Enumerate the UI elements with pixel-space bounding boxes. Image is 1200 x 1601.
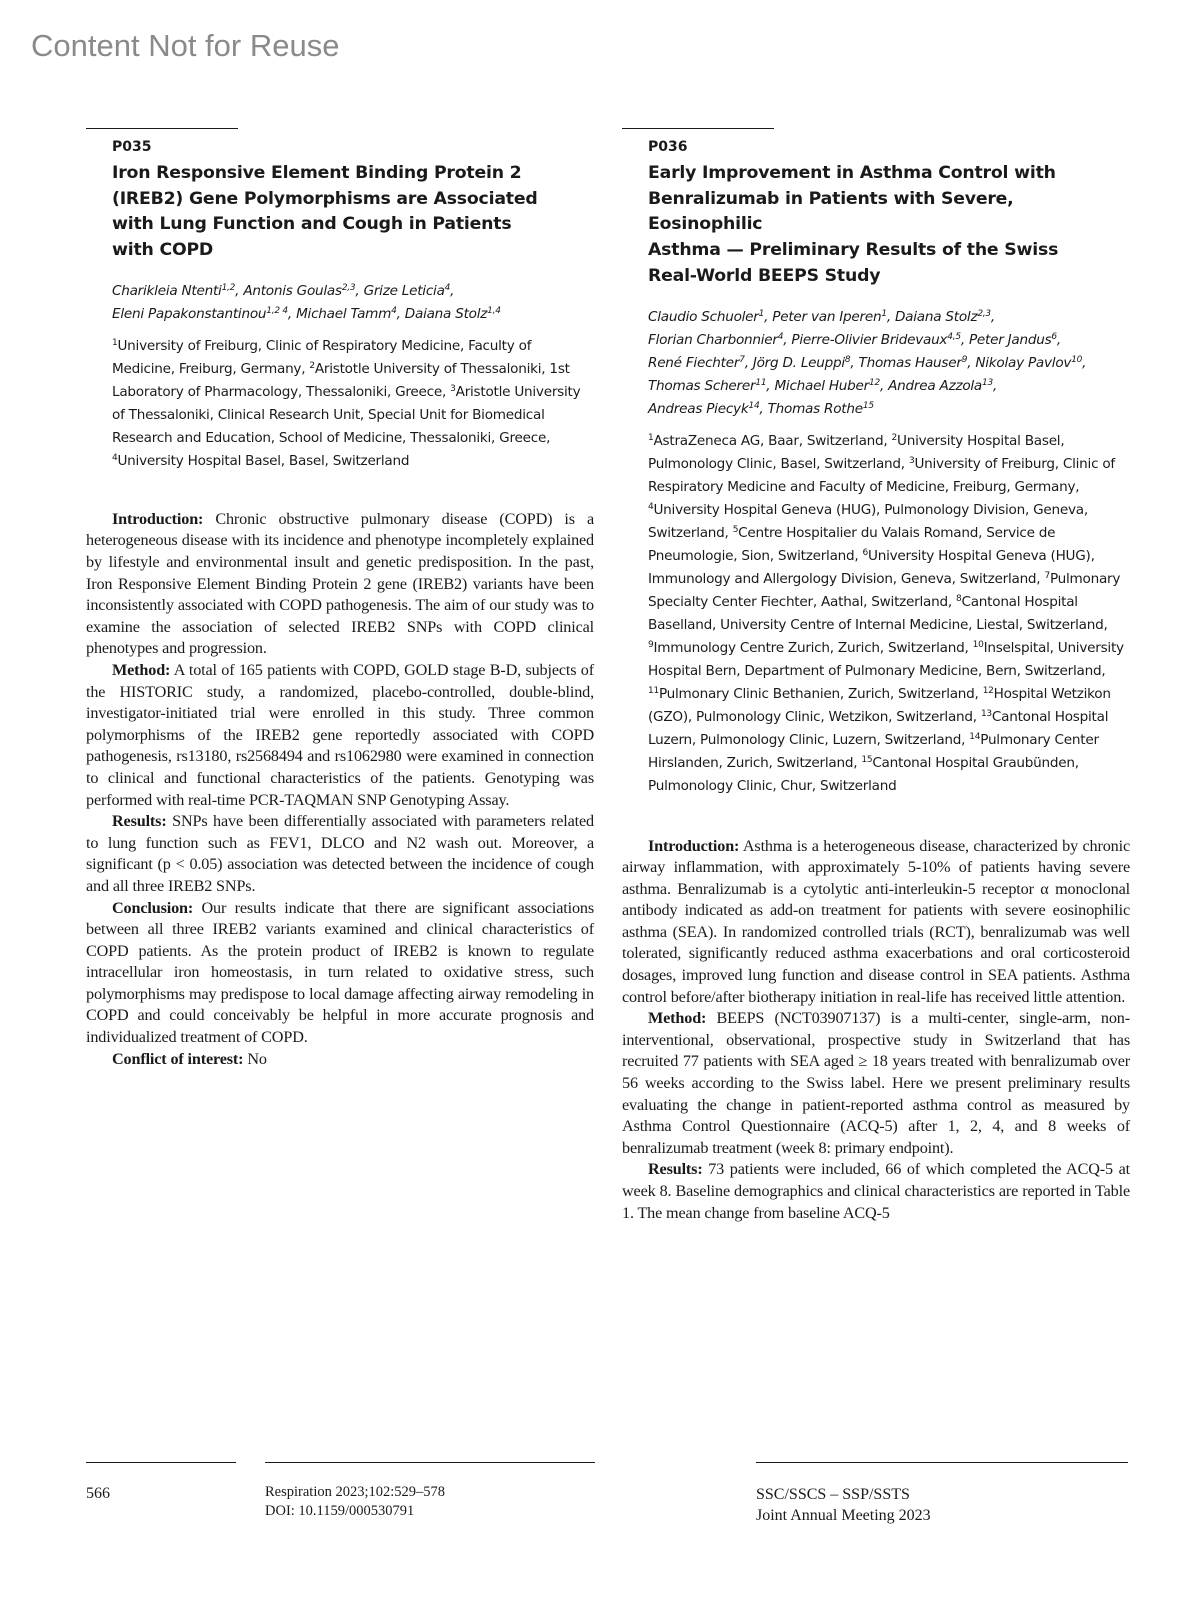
abstract-body — [86, 509, 594, 1070]
section-label: Method: — [112, 660, 171, 679]
affiliation-text: University of Freiburg, Clinic of Respiratory Medicine, Faculty of Medicine, Freiburg, Germany, — [112, 337, 532, 377]
author-affiliation-ref: 4,5 — [947, 331, 961, 342]
affiliation-number: 15 — [861, 754, 873, 765]
section-text: 73 patients were included, 66 of which completed the ACQ-5 at week 8. Baseline demographics and clinical characteristics are reported in Table 1. The mean change from baseline ACQ-5 — [622, 1160, 1130, 1222]
affiliation-text: Centre Hospitalier du Valais Romand, Service de Pneumologie, Sion, Switzerland, — [648, 524, 1056, 564]
author-affiliation-ref: 13 — [982, 377, 993, 388]
page-number: 566 — [86, 1485, 110, 1502]
author-name: Thomas Rothe — [767, 400, 863, 417]
affiliation-number: 10 — [972, 639, 984, 650]
abstract-title — [648, 161, 1130, 290]
section-text: BEEPS (NCT03907137) is a multi-center, single-arm, non-interventional, observational, prospective study in Switzerland that has recruited 77 patients with SEA aged ≥ 18 years treated with benralizumab over 56 weeks according to the Swiss label. Here we present preliminary results evaluating the change in patient-reported asthma control as measured by Asthma Control Questionnaire (ACQ-5) after 1, 2, 4, and 8 weeks of benralizumab treatment (week 8: primary endpoint). — [622, 1009, 1130, 1157]
author-affiliation-ref: 4 — [444, 282, 451, 293]
affiliation-text: University Hospital Basel, Pulmonology Clinic, Basel, Switzerland, — [648, 432, 1065, 472]
abstract-section — [622, 1008, 1130, 1159]
author-affiliation-ref: 1,2 — [221, 282, 236, 293]
footer-rule — [86, 1462, 236, 1463]
section-label: Method: — [648, 1009, 707, 1028]
title-line: Real-World BEEPS Study — [648, 265, 881, 286]
affiliation-text: Pulmonary Center Hirslanden, Zurich, Switzerland, — [648, 731, 1099, 771]
doi-link[interactable]: DOI: 10.1159/000530791 — [265, 1503, 415, 1519]
abstract-section — [86, 1049, 594, 1071]
section-rule — [622, 128, 774, 129]
author-name: Michael Huber — [774, 377, 870, 394]
watermark: Content Not for Reuse — [31, 28, 340, 63]
affiliation-text: University Hospital Geneva (HUG), Pulmonology Division, Geneva, Switzerland, — [648, 501, 1088, 541]
meeting-line: Joint Annual Meeting 2023 — [756, 1507, 931, 1524]
affiliation-text: Immunology Centre Zurich, Zurich, Switzerland, — [653, 639, 973, 656]
title-line: Early Improvement in Asthma Control with — [648, 163, 1056, 183]
author-name: Thomas Hauser — [858, 354, 962, 371]
section-text: No — [243, 1049, 267, 1068]
abstract-section — [86, 660, 594, 811]
title-line: (IREB2) Gene Polymorphisms are Associated — [112, 188, 538, 209]
author-name: Andrea Azzola — [888, 377, 983, 394]
author-affiliation-ref: 1,4 — [487, 305, 501, 316]
author-name: Grize Leticia — [363, 282, 445, 299]
title-line: Benralizumab in Patients with Severe, Eosinophilic — [648, 188, 1014, 235]
affiliation-number: 13 — [980, 708, 992, 719]
author-name: Pierre-Olivier Bridevaux — [791, 331, 948, 348]
author-affiliation-ref: 2,3 — [341, 282, 356, 293]
title-line: Asthma — Preliminary Results of the Swiss — [648, 240, 1059, 261]
meeting-line: SSC/SSCS – SSP/SSTS — [756, 1486, 910, 1503]
author-name: Eleni Papakonstantinou — [112, 305, 267, 322]
meeting-info — [756, 1484, 931, 1526]
author-affiliation-ref: 8 — [844, 354, 851, 365]
affiliation-number: 7 — [1044, 570, 1050, 581]
affiliation-number: 3 — [450, 383, 456, 394]
affiliation-number: 4 — [112, 452, 118, 463]
section-text: Chronic obstructive pulmonary disease (COPD) is a heterogeneous disease with its incidence and phenotype incompletely explained by lifestyle and environmental insult and genetic predisposition. In the past, Iron Responsive Element Binding Protein 2 gene (IREB2) variants have been inconsistently associated with COPD pathogenesis. The aim of our study was to examine the association of selected IREB2 SNPs with COPD clinical phenotypes and progression. — [86, 509, 594, 658]
author-name: Peter van Iperen — [772, 308, 882, 325]
affiliation-text: University of Freiburg, Clinic of Respiratory Medicine and Faculty of Medicine, Freiburg, Germany, — [648, 455, 1115, 495]
affiliation-number: 9 — [648, 639, 654, 650]
affiliation-number: 12 — [982, 685, 994, 696]
author-affiliation-ref: 6 — [1051, 331, 1057, 342]
author-name: Charikleia Ntenti — [112, 282, 222, 299]
author-name: Andreas Piecyk — [648, 400, 749, 417]
title-line: Iron Responsive Element Binding Protein 2 — [112, 163, 522, 183]
author-list: Charikleia Ntenti$^{1,2}$, Antonis Goulas$^{2,3}$, Grize Leticia$^4$, Eleni Papakonstantinou$^{1,2 4}$, Michael Tamm$^4$, Daiana Stolz$^{1,4}$ — [112, 282, 501, 322]
footer-rule — [265, 1462, 595, 1463]
author-affiliation-ref: 14 — [748, 400, 760, 411]
abstract-section — [622, 1159, 1130, 1224]
section-label: Results: — [648, 1160, 703, 1179]
author-affiliation-ref: 4 — [391, 305, 397, 316]
abstract-p036 — [622, 128, 1130, 1224]
affiliation-text: AstraZeneca AG, Baar, Switzerland, — [653, 432, 892, 449]
affiliation-number: 8 — [956, 593, 962, 604]
affiliation-number: 1 — [648, 432, 654, 443]
author-name: Daiana Stolz — [404, 305, 488, 322]
footer-rule — [756, 1462, 1128, 1463]
affiliation-text: Cantonal Hospital Baselland, University Centre of Internal Medicine, Liestal, Switzerland, — [648, 593, 1108, 633]
section-label: Conclusion: — [112, 898, 194, 917]
abstract-body — [622, 836, 1130, 1225]
author-name: Daiana Stolz — [894, 308, 978, 325]
affiliation-text: University Hospital Basel, Basel, Switzerland — [117, 452, 410, 469]
section-text: Our results indicate that there are significant associations between all three IREB2 variants examined and clinical characteristics of COPD patients. As the protein product of IREB2 is known to regulate intracellular iron homeostasis, in turn related to oxidative stress, such polymorphisms may predispose to local damage affecting airway remodeling in COPD and could conceivably be helpful in more accurate prognosis and individualized treatment of COPD. — [86, 898, 594, 1047]
affiliation-text: Hospital Wetzikon (GZO), Pulmonology Clinic, Wetzikon, Switzerland, — [648, 685, 1111, 725]
author-name: Thomas Scherer — [648, 377, 756, 394]
author-affiliation-ref: 2,3 — [977, 308, 991, 319]
section-label: Results: — [112, 812, 167, 831]
abstract-section — [86, 509, 594, 660]
author-name: Jörg D. Leuppi — [752, 354, 845, 371]
author-affiliation-ref: 10 — [1071, 354, 1083, 365]
section-text: Asthma is a heterogeneous disease, characterized by chronic airway inflammation, with approximately 5-10% of patients having severe asthma. Benralizumab is a cytolytic anti-interleukin-5 receptor α monoclonal antibody indicated as add-on treatment for patients with severe eosinophilic asthma (SEA). In randomized controlled trials (RCT), benralizumab was well tolerated, significantly reduced asthma exacerbations and oral corticosteroid dosages, improved lung function and disease control in SEA patients. Asthma control before/after biotherapy initiation in real-life has received little attention. — [622, 836, 1130, 1006]
affiliation-text: Aristotle University of Thessaloniki, 1st Laboratory of Pharmacology, Thessaloniki, Greece, — [112, 360, 570, 400]
author-affiliation-ref: 15 — [862, 400, 874, 411]
author-affiliation-ref: 1 — [881, 308, 887, 319]
affiliation-text: Inselspital, University Hospital Bern, Department of Pulmonary Medicine, Bern, Switzerland, — [648, 639, 1124, 679]
affiliation-number: 1 — [112, 337, 118, 348]
author-affiliation-ref: 1,2 4 — [266, 305, 288, 316]
section-text: SNPs have been differentially associated with parameters related to lung function such as FEV1, DLCO and N2 wash out. Moreover, a significant (p < 0.05) association was detected between the incidence of cough and all three IREB2 SNPs. — [86, 812, 594, 895]
journal-citation — [265, 1483, 445, 1521]
affiliation-list — [648, 430, 1130, 798]
affiliation-number: 4 — [648, 501, 654, 512]
abstract-code: P036 — [648, 139, 688, 155]
author-name: Peter Jandus — [968, 331, 1052, 348]
affiliation-number: 2 — [891, 432, 898, 443]
affiliation-number: 3 — [908, 455, 915, 466]
title-line: with COPD — [112, 240, 214, 261]
affiliation-number: 6 — [862, 547, 869, 558]
author-name: Nikolay Pavlov — [975, 354, 1072, 371]
affiliation-number: 14 — [969, 731, 981, 742]
section-label: Introduction: — [112, 509, 204, 528]
author-affiliation-ref: 11 — [755, 377, 767, 388]
author-name: Antonis Goulas — [243, 282, 342, 299]
author-list: Claudio Schuoler$^1$, Peter van Iperen$^1$, Daiana Stolz$^{2,3}$, Florian Charbonnier$^4$, Pierre-Olivier Bridevaux$^{4,5}$, Peter Jandus$^6$, René Fiechter$^7$, Jörg D. Leuppi$^8$, Thomas Hauser$^9$, Nikolay Pavlov$^{10}$, Thomas Scherer$^{11}$, Michael Huber$^{12}$, Andrea Azzola$^{13}$, Andreas Piecyk$^{14}$, Thomas Rothe$^{15}$ — [648, 308, 1087, 417]
author-name: René Fiechter — [648, 354, 740, 371]
affiliation-text: Cantonal Hospital Luzern, Pulmonology Clinic, Luzern, Switzerland, — [648, 708, 1109, 748]
author-name: Florian Charbonnier — [648, 331, 778, 348]
affiliation-number: 5 — [732, 524, 739, 535]
affiliation-list — [112, 335, 594, 473]
affiliation-text: Pulmonary Clinic Bethanien, Zurich, Switzerland, — [658, 685, 983, 702]
affiliation-text: University Hospital Geneva (HUG), Immunology and Allergology Division, Geneva, Switzerland, — [648, 547, 1095, 587]
affiliation-text: Cantonal Hospital Graubünden, Pulmonology Clinic, Chur, Switzerland — [648, 754, 1079, 794]
abstract-p035 — [86, 128, 594, 1070]
affiliation-text: Aristotle University of Thessaloniki, Clinical Research Unit, Special Unit for Biomedical Research and Education, School of Medicine, Thessaloniki, Greece, — [112, 383, 581, 446]
affiliation-number: 11 — [648, 685, 659, 696]
section-text: A total of 165 patients with COPD, GOLD stage B-D, subjects of the HISTORIC study, a randomized, placebo-controlled, double-blind, investigator-initiated trial were enrolled in this study. Three common polymorphisms of the IREB2 gene reportedly associated with COPD pathogenesis, rs13180, rs2568494 and rs1062980 were examined in connection to clinical and functional characteristics of the patients. Genotyping was performed with real-time PCR-TAQMAN SNP Genotyping Assay. — [86, 660, 594, 809]
author-affiliation-ref: 7 — [739, 354, 745, 365]
abstract-section — [86, 898, 594, 1049]
section-label: Conflict of interest: — [112, 1049, 244, 1068]
author-affiliation-ref: 12 — [869, 377, 880, 388]
affiliation-text: Pulmonary Specialty Center Fiechter, Aathal, Switzerland, — [648, 570, 1121, 610]
journal-name: Respiration 2023;102:529–578 — [265, 1484, 446, 1500]
author-name: Michael Tamm — [296, 305, 392, 322]
author-affiliation-ref: 9 — [961, 354, 968, 365]
abstract-title — [112, 161, 594, 264]
affiliation-number: 2 — [309, 360, 315, 371]
title-line: with Lung Function and Cough in Patients — [112, 214, 512, 235]
abstract-section — [86, 811, 594, 897]
author-affiliation-ref: 1 — [758, 308, 765, 319]
abstract-section — [622, 836, 1130, 1009]
author-name: Claudio Schuoler — [648, 308, 759, 325]
abstract-code: P035 — [112, 139, 152, 155]
author-affiliation-ref: 4 — [777, 331, 784, 342]
section-label: Introduction: — [648, 836, 740, 855]
section-rule — [86, 128, 238, 129]
